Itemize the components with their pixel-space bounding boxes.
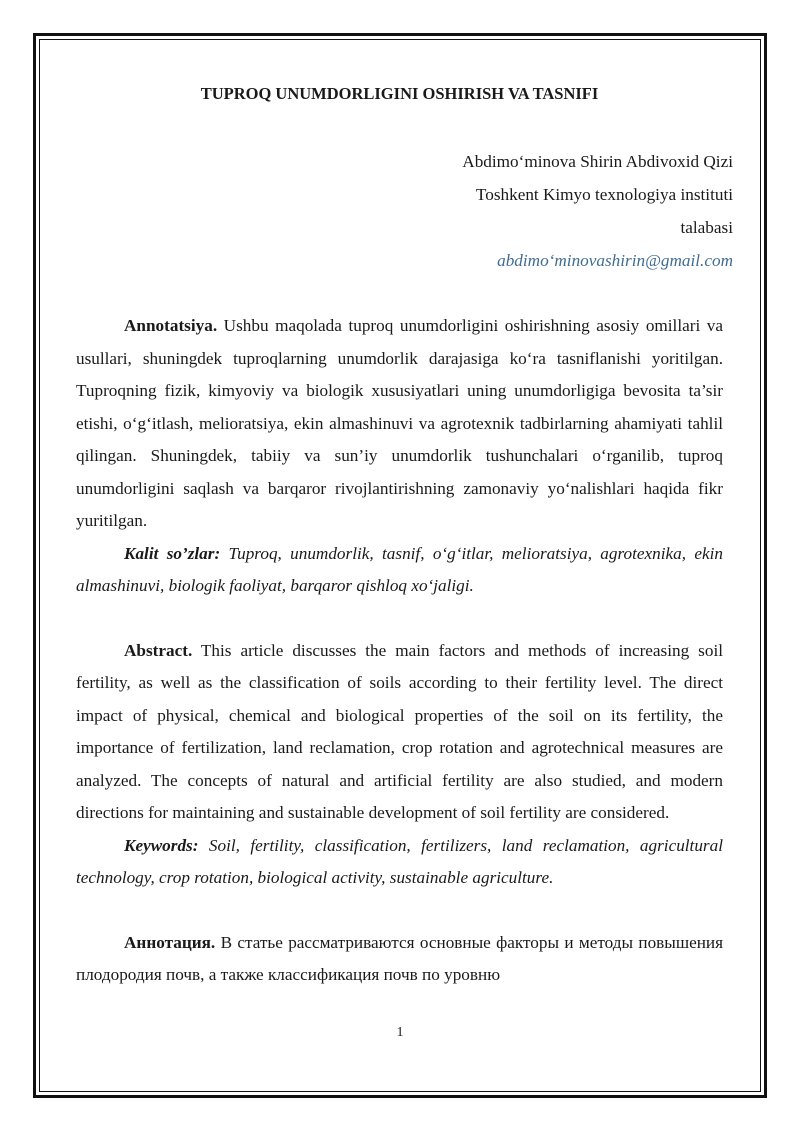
paper-title: TUPROQ UNUMDORLIGINI OSHIRISH VA TASNIFI bbox=[200, 84, 599, 103]
annotation-ru-text: В статье рассматриваются основные факторы и методы повышения плодородия почв, а также классификация почв по уровню bbox=[76, 932, 723, 984]
annotation-uz-lead: Annotatsiya. bbox=[124, 316, 218, 335]
abstract-en-lead: Abstract. bbox=[124, 640, 193, 660]
author-institution: Toshkent Kimyo texnologiya instituti bbox=[475, 185, 733, 204]
author-email-link[interactable]: abdimo‘minovashirin@gmail.com bbox=[497, 251, 733, 270]
annotation-ru-paragraph bbox=[76, 927, 723, 992]
annotation-ru-lead: Аннотация. bbox=[124, 932, 216, 952]
keywords-uz-lead: Kalit so’zlar: bbox=[124, 543, 221, 563]
keywords-en-lead: Keywords: bbox=[124, 835, 199, 855]
abstract-en-text: This article discusses the main factors and methods of increasing soil fertility, as well as the classification of soils according to their fertility level. The direct impact of physical, chemical and biological properties of the soil on its fertility, the importance of fertilization, land reclamation, crop rotation and agrotechnical measures are analyzed. The concepts of natural and artificial fertility are also studied, and modern directions for maintaining and sustainable development of soil fertility are considered. bbox=[76, 640, 723, 822]
keywords-en-paragraph bbox=[76, 830, 723, 895]
page-number: 1 bbox=[396, 1025, 404, 1040]
author-status: talabasi bbox=[680, 218, 733, 237]
abstract-en-paragraph bbox=[76, 635, 723, 830]
keywords-uz-paragraph bbox=[76, 538, 723, 603]
annotation-uz-paragraph bbox=[76, 310, 723, 538]
keywords-uz-text: Tuproq, unumdorlik, tasnif, o‘g‘itlar, melioratsiya, agrotexnika, ekin almashinuvi, biologik faoliyat, barqaror qishloq xo‘jaligi. bbox=[76, 543, 724, 595]
keywords-en-text: Soil, fertility, classification, fertilizers, land reclamation, agricultural technology, crop rotation, biological activity, sustainable agriculture. bbox=[76, 835, 723, 887]
annotation-uz-text: Ushbu maqolada tuproq unumdorligini oshirishning asosiy omillari va usullari, shuningdek tuproqlarning unumdorlik darajasiga ko‘ra tasniflanishi yoritilgan. Tuproqning fizik, kimyoviy va biologik xususiyatlari uning unumdorligiga bevosita ta’sir etishi, o‘g‘itlash, melioratsiya, ekin almashinuvi va agrotexnik tadbirlarning ahamiyati tahlil qilingan. Shuningdek, tabiiy va sun’iy unumdorlik tushunchalari o‘rganilib, tuproq unumdorligini saqlash va barqaror rivojlantirishning zamonaviy yo‘nalishlari haqida fikr yuritilgan. bbox=[76, 316, 723, 530]
author-block bbox=[76, 145, 733, 277]
author-name: Abdimo‘minova Shirin Abdivoxid Qizi bbox=[462, 152, 733, 171]
page-content bbox=[76, 78, 733, 992]
